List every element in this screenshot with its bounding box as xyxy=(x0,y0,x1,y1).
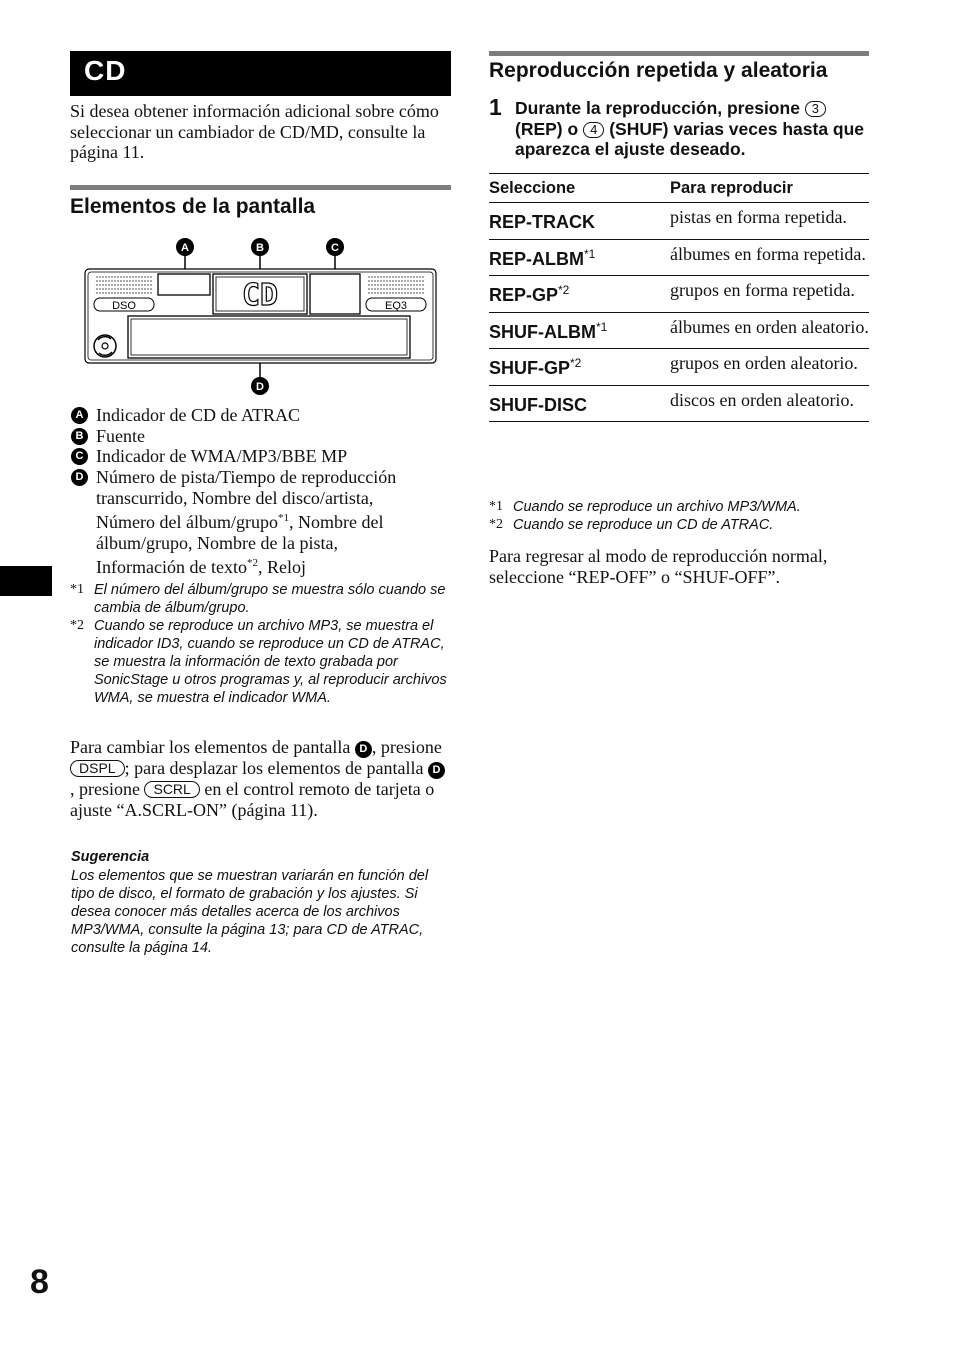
footnote: *1 Cuando se reproduce un archivo MP3/WMA. xyxy=(489,499,801,515)
display-section-title: Elementos de la pantalla xyxy=(70,195,316,218)
dspl-key: DSPL xyxy=(70,760,125,777)
side-tab-marker xyxy=(0,566,52,596)
dso-label: DSO xyxy=(112,300,136,312)
table-row xyxy=(489,276,869,313)
svg-text:A: A xyxy=(181,242,189,254)
atrac-indicator-box xyxy=(158,274,210,295)
footnote: *2 Cuando se reproduce un CD de ATRAC. xyxy=(489,517,774,533)
section-divider xyxy=(489,51,869,56)
letter-badge: D xyxy=(71,469,88,486)
key-4: 4 xyxy=(583,122,604,138)
source-text: CD xyxy=(241,278,279,313)
footnote: *1 El número del álbum/grupo se muestra sólo cuando se cambia de álbum/grupo. xyxy=(70,582,446,616)
scrl-key: SCRL xyxy=(144,781,199,798)
key-3: 3 xyxy=(805,101,826,117)
description-cell: discos en orden aleatorio. xyxy=(670,385,869,422)
letter-badge: D xyxy=(428,762,445,779)
svg-text:D: D xyxy=(256,381,264,393)
table-header: Para reproducir xyxy=(670,174,869,203)
disc-icon xyxy=(94,335,116,357)
list-item-text: Indicador de WMA/MP3/BBE MP xyxy=(96,446,348,466)
description-cell: pistas en forma repetida. xyxy=(670,203,869,240)
wma-mp3-indicator-box xyxy=(310,274,360,314)
option-cell: REP-TRACK xyxy=(489,203,670,240)
page-number: 8 xyxy=(30,1263,49,1301)
list-item-text: Indicador de CD de ATRAC xyxy=(96,405,300,425)
letter-badge: A xyxy=(71,407,88,424)
svg-text:B: B xyxy=(256,242,264,254)
letter-badge: B xyxy=(71,428,88,445)
section-header-title: CD xyxy=(84,55,127,86)
tip-title: Sugerencia xyxy=(71,849,150,865)
list-item-text: Fuente xyxy=(96,426,145,446)
letter-badge: C xyxy=(71,448,88,465)
callout-d xyxy=(251,377,269,395)
description-cell: álbumes en orden aleatorio. xyxy=(670,312,869,349)
footnote: *2 Cuando se reproduce un archivo MP3, se muestra el indicador ID3, cuando se reproduce un CD de ATRAC, se muestra la información de texto grabada por SonicStage u otros programas y, al reproducir archivos WMA, se muestra el indicador WMA. xyxy=(70,618,447,706)
description-cell: álbumes en forma repetida. xyxy=(670,239,869,276)
intro-paragraph: Si desea obtener información adicional sobre cómo seleccionar un cambiador de CD/MD, consulte la página 11. xyxy=(70,101,439,162)
section-divider xyxy=(70,185,451,190)
display-diagram xyxy=(80,236,440,398)
display-change-paragraph: Para cambiar los elementos de pantalla D , presione DSPL ; para desplazar los elementos de pantalla D, presione SCRL en el control remoto de tarjeta o ajuste “A.SCRL-ON” (página 11). xyxy=(70,737,445,820)
tip-text: Los elementos que se muestran variarán en función del tipo de disco, el formato de grabación y los ajustes. Si desea conocer más detalles acerca de los archivos MP3/WMA, consulte la página 13; para CD de ATRAC, consulte la página 14. xyxy=(71,868,429,956)
step-instruction: Durante la reproducción, presione 3 (REP) o 4 (SHUF) varias veces hasta que aparezca el ajuste deseado. xyxy=(515,98,865,159)
letter-badge: D xyxy=(355,741,372,758)
table-row xyxy=(489,349,869,386)
playback-mode-table xyxy=(489,173,869,422)
eq3-label: EQ3 xyxy=(384,300,408,312)
option-cell: SHUF-ALBM$^{*1}$ xyxy=(489,312,670,349)
step-number: 1 xyxy=(489,94,502,120)
table-row xyxy=(489,239,869,276)
option-cell: SHUF-GP$^{*2}$ xyxy=(489,349,670,386)
table-row xyxy=(489,312,869,349)
table-row xyxy=(489,203,869,240)
text-display-box xyxy=(128,316,410,358)
table-row xyxy=(489,385,869,422)
svg-text:C: C xyxy=(331,242,339,254)
description-cell: grupos en forma repetida. xyxy=(670,276,869,313)
closing-paragraph: Para regresar al modo de reproducción normal, seleccione “REP-OFF” o “SHUF-OFF”. xyxy=(489,546,828,587)
description-cell: grupos en orden aleatorio. xyxy=(670,349,869,386)
repeat-section-title: Reproducción repetida y aleatoria xyxy=(489,59,828,82)
option-cell: REP-GP$^{*2}$ xyxy=(489,276,670,313)
option-cell: SHUF-DISC xyxy=(489,385,670,422)
option-cell: REP-ALBM$^{*1}$ xyxy=(489,239,670,276)
callout-a xyxy=(176,238,194,256)
table-header: Seleccione xyxy=(489,174,670,203)
callout-b xyxy=(251,238,269,256)
section-header-bar xyxy=(70,51,451,96)
list-item-text: Número de pista/Tiempo de reproducción transcurrido, Nombre del disco/artista, Número del álbum/grupo$^{*1}$, Nombre del álbum/grupo, Nombre de la pista, Información de texto$^{*2}$, Reloj xyxy=(96,467,397,577)
callout-c xyxy=(326,238,344,256)
